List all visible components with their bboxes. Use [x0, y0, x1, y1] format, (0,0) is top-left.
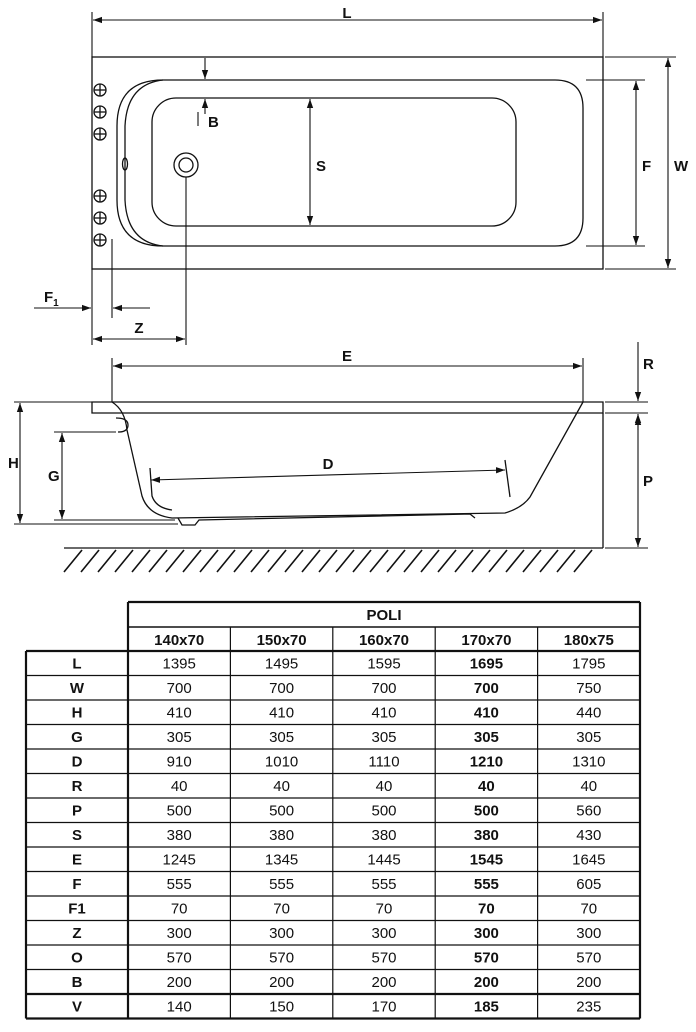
table-cell: 305 [371, 729, 397, 746]
table-cell: 200 [473, 974, 499, 991]
tub-outer-rim [92, 57, 603, 269]
table-cell: 750 [576, 680, 602, 697]
table-cell: 700 [269, 680, 295, 697]
table-cell: 140 [166, 998, 192, 1016]
hatch-line [132, 550, 150, 572]
floor-hatching [64, 550, 592, 572]
row-label: B [71, 974, 83, 991]
table-cell: 70 [580, 900, 598, 918]
hatch-line [234, 550, 252, 572]
tub-body-inner [150, 468, 172, 510]
table-cell: 1395 [162, 655, 196, 673]
column-header: 170x70 [461, 632, 512, 649]
hatch-line [455, 550, 473, 572]
hatch-line [336, 550, 354, 572]
tub-body-inner-right [505, 460, 510, 497]
hatch-line [506, 550, 524, 572]
hatch-line [557, 550, 575, 572]
table-cell: 700 [166, 680, 192, 697]
table-cell: 500 [371, 802, 397, 820]
row-label: F [72, 876, 82, 893]
top-view-dimensions [34, 12, 676, 345]
table-cell: 200 [269, 974, 295, 991]
drain-inner [179, 158, 193, 172]
table-cell: 430 [576, 827, 602, 844]
table-cell: 605 [576, 876, 602, 893]
spec-table [0, 600, 696, 1032]
table-cell: 1595 [367, 655, 401, 673]
hatch-line [115, 550, 133, 572]
hatch-line [166, 550, 184, 572]
table-cell: 1545 [469, 851, 504, 869]
table-cell: 300 [371, 925, 397, 942]
hatch-line [302, 550, 320, 572]
table-cell: 1310 [572, 753, 606, 771]
hatch-line [319, 550, 337, 572]
row-label: Z [72, 925, 82, 942]
table-cell: 440 [576, 704, 602, 722]
table-cell: 300 [269, 925, 295, 942]
hatch-line [387, 550, 405, 572]
tub-rim-side [92, 402, 603, 413]
table-cell: 700 [473, 680, 499, 697]
table-cell: 500 [473, 802, 499, 820]
table-cell: 555 [166, 876, 192, 893]
label-W: W [674, 158, 689, 175]
table-cell: 40 [478, 778, 495, 795]
label-S: S [316, 158, 327, 175]
hatch-line [217, 550, 235, 572]
label-B: B [208, 114, 219, 131]
table-cell: 70 [478, 900, 495, 918]
tub-inner-step [125, 80, 163, 246]
row-label: G [71, 729, 83, 746]
row-label: W [69, 680, 85, 697]
table-title: POLI [366, 607, 402, 624]
table-cell: 555 [473, 876, 499, 893]
table-cell: 1695 [469, 655, 504, 673]
hatch-line [523, 550, 541, 572]
row-label: F1 [68, 900, 86, 918]
hatch-line [370, 550, 388, 572]
table-cell: 300 [166, 925, 192, 942]
table-cell: 200 [166, 974, 192, 991]
table-cell: 380 [371, 827, 397, 844]
leg-bolts [94, 84, 106, 246]
hatch-line [64, 550, 82, 572]
table-cell: 300 [576, 925, 602, 942]
table-cell: 1210 [469, 753, 504, 771]
table-cell: 570 [166, 949, 192, 967]
hatch-line [574, 550, 592, 572]
row-label: O [71, 949, 83, 967]
table-grid [26, 602, 640, 1019]
side-view [64, 402, 603, 572]
table-cell: 1495 [264, 655, 299, 673]
table-cell: 570 [269, 949, 295, 967]
hatch-line [421, 550, 439, 572]
row-label: L [72, 655, 82, 673]
table-cell: 1645 [572, 851, 606, 869]
table-cell: 410 [166, 704, 192, 722]
table-cell: 70 [273, 900, 290, 918]
table-cell: 305 [166, 729, 192, 746]
table-cell: 500 [269, 802, 295, 820]
label-H: H [8, 455, 19, 472]
hatch-line [285, 550, 303, 572]
table-cell: 1010 [264, 753, 299, 771]
label-F1: $F_1$ [44, 289, 59, 309]
label-D: D [322, 456, 334, 473]
table-cell: 410 [371, 704, 397, 722]
table-cell: 700 [371, 680, 397, 697]
top-view [92, 57, 603, 269]
table-cell: 70 [170, 900, 188, 918]
table-cell: 555 [371, 876, 397, 893]
table-cell: 410 [269, 704, 295, 722]
hatch-line [472, 550, 490, 572]
column-header: 160x70 [358, 632, 410, 649]
table-cell: 1445 [367, 851, 401, 869]
table-cell: 200 [371, 974, 397, 991]
table-cell: 1795 [572, 655, 606, 673]
table-cell: 910 [166, 753, 192, 771]
table-cell: 170 [371, 998, 397, 1016]
label-E: E [341, 348, 353, 365]
label-R: R [643, 356, 654, 373]
hatch-line [183, 550, 201, 572]
table-cell: 185 [473, 998, 499, 1016]
table-cell: 1245 [162, 851, 196, 869]
table-cell: 560 [576, 802, 602, 820]
row-label: R [71, 778, 83, 795]
hatch-line [251, 550, 269, 572]
label-P: P [643, 473, 654, 490]
table-cell: 570 [371, 949, 397, 967]
table-cell: 70 [375, 900, 393, 918]
table-cell: 380 [473, 827, 499, 844]
row-label: P [71, 802, 83, 820]
column-header: 150x70 [256, 632, 307, 649]
table-cell: 380 [269, 827, 295, 844]
table-cell: 40 [580, 778, 598, 795]
table-cell: 570 [576, 949, 602, 967]
drain-outer [174, 153, 198, 177]
column-header: 180x75 [563, 632, 614, 649]
tub-inner-bowl [117, 80, 583, 246]
label-Z: Z [134, 320, 144, 337]
table-cell: 40 [375, 778, 393, 795]
table-cell: 305 [269, 729, 295, 746]
table-cell: 410 [473, 704, 499, 722]
table-cell: 235 [576, 998, 602, 1016]
hatch-line [98, 550, 116, 572]
hatch-line [540, 550, 558, 572]
table-cell: 380 [166, 827, 192, 844]
table-text [68, 607, 614, 1016]
hatch-line [353, 550, 371, 572]
hatch-line [149, 550, 167, 572]
hatch-line [489, 550, 507, 572]
table-cell: 40 [170, 778, 188, 795]
table-cell: 1345 [264, 851, 299, 869]
table-cell: 300 [473, 925, 499, 942]
label-G: G [48, 468, 60, 485]
hatch-line [438, 550, 456, 572]
table-cell: 150 [269, 998, 295, 1016]
table-cell: 305 [576, 729, 602, 746]
hatch-line [81, 550, 99, 572]
row-label: V [71, 998, 83, 1016]
row-label: D [71, 753, 83, 771]
row-label: H [71, 704, 83, 722]
hatch-line [404, 550, 422, 572]
tub-body-profile [112, 402, 583, 518]
table-cell: 1110 [368, 753, 400, 771]
table-cell: 555 [269, 876, 295, 893]
tub-floor [152, 98, 516, 226]
table-cell: 570 [473, 949, 499, 967]
label-L: L [342, 5, 352, 22]
table-cell: 305 [473, 729, 499, 746]
hatch-line [200, 550, 218, 572]
column-header: 140x70 [154, 632, 205, 649]
table-cell: 500 [166, 802, 192, 820]
table-cell: 200 [576, 974, 602, 991]
label-F: F [642, 158, 652, 175]
row-label: S [71, 827, 83, 844]
row-label: E [71, 851, 83, 869]
table-cell: 40 [273, 778, 290, 795]
hatch-line [268, 550, 286, 572]
